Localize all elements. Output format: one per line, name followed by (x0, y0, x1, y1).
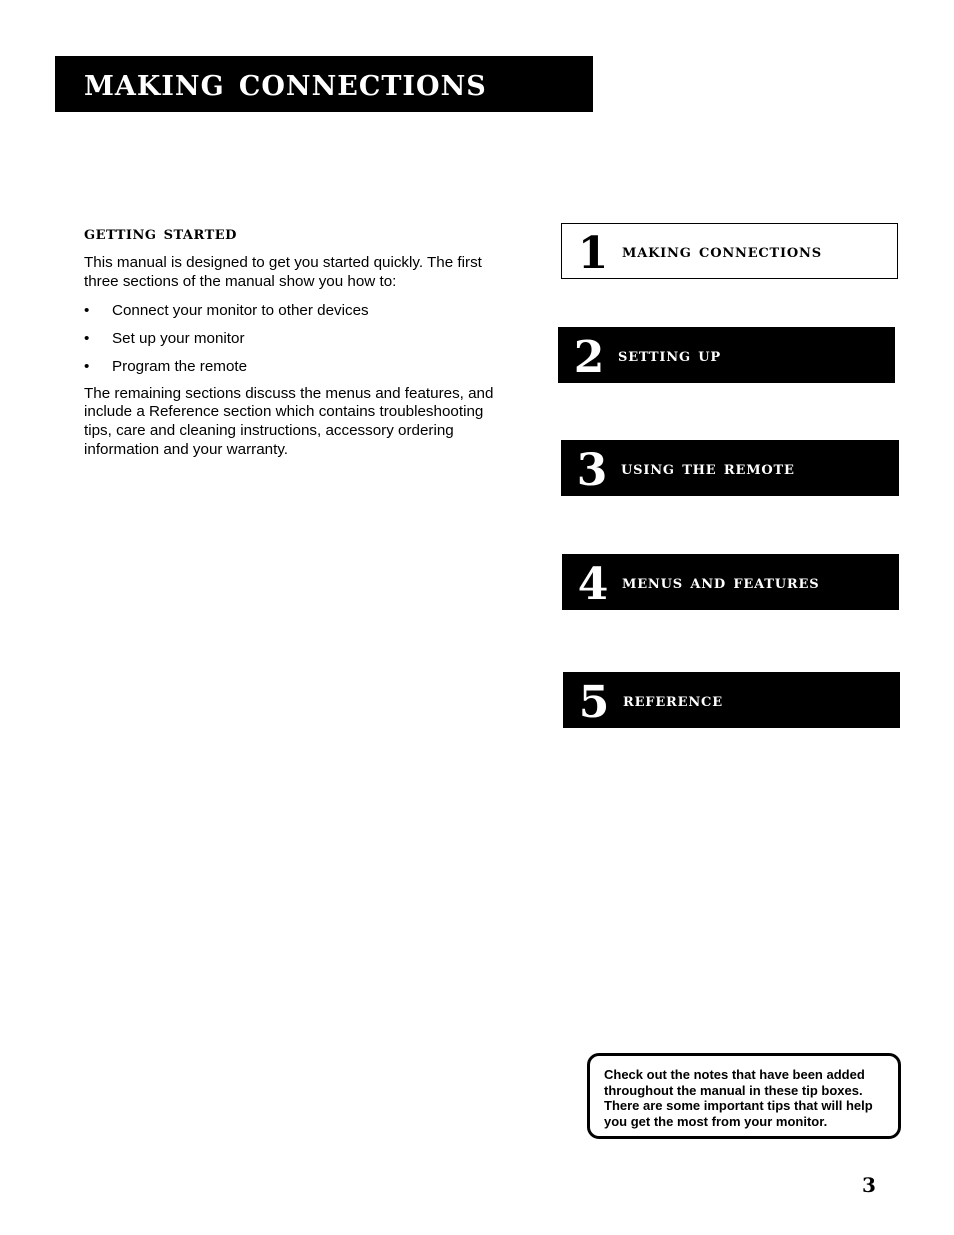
section-label: setting up (618, 344, 721, 366)
list-item (84, 301, 494, 320)
section-label: menus and features (622, 571, 820, 593)
section-tab-setting-up (558, 327, 895, 383)
section-label: making connections (622, 240, 822, 262)
section-tab-using-the-remote (561, 440, 899, 496)
bullet-icon: • (84, 357, 90, 375)
bullet-icon: • (84, 329, 90, 347)
section-number: 1 (577, 228, 609, 279)
section-number: 5 (578, 677, 610, 728)
header-banner (55, 56, 593, 112)
list-item-text: Set up your monitor (112, 329, 245, 347)
section-number: 4 (577, 559, 609, 610)
list-item (84, 357, 494, 376)
section-number: 2 (573, 332, 605, 383)
section-tab-reference (563, 672, 900, 728)
bullet-icon: • (84, 301, 90, 319)
section-number: 3 (576, 445, 608, 496)
bullet-list (84, 301, 494, 376)
list-item (84, 329, 494, 348)
closing-paragraph: The remaining sections discuss the menus and features, and include a Reference section which contains troubleshooting tips, care and cleaning instructions, accessory ordering information and your warranty. (84, 384, 494, 458)
tip-text: Check out the notes that have been added throughout the manual in these tip boxes. There are some important tips that will help you get the most from your monitor. (604, 1067, 873, 1129)
list-item-text: Program the remote (112, 357, 248, 375)
page-number: 3 (862, 1173, 876, 1197)
section-tab-making-connections (561, 223, 898, 279)
section-heading: getting started (84, 222, 237, 244)
section-tab-menus-and-features (562, 554, 899, 610)
page-title: making connections (84, 59, 487, 104)
section-label: using the remote (621, 457, 795, 479)
intro-paragraph: This manual is designed to get you started quickly. The first three sections of the manual show you how to: (84, 254, 482, 290)
tip-box (587, 1053, 901, 1139)
section-label: reference (623, 689, 723, 711)
list-item-text: Connect your monitor to other devices (112, 301, 369, 319)
getting-started-section (84, 222, 494, 460)
